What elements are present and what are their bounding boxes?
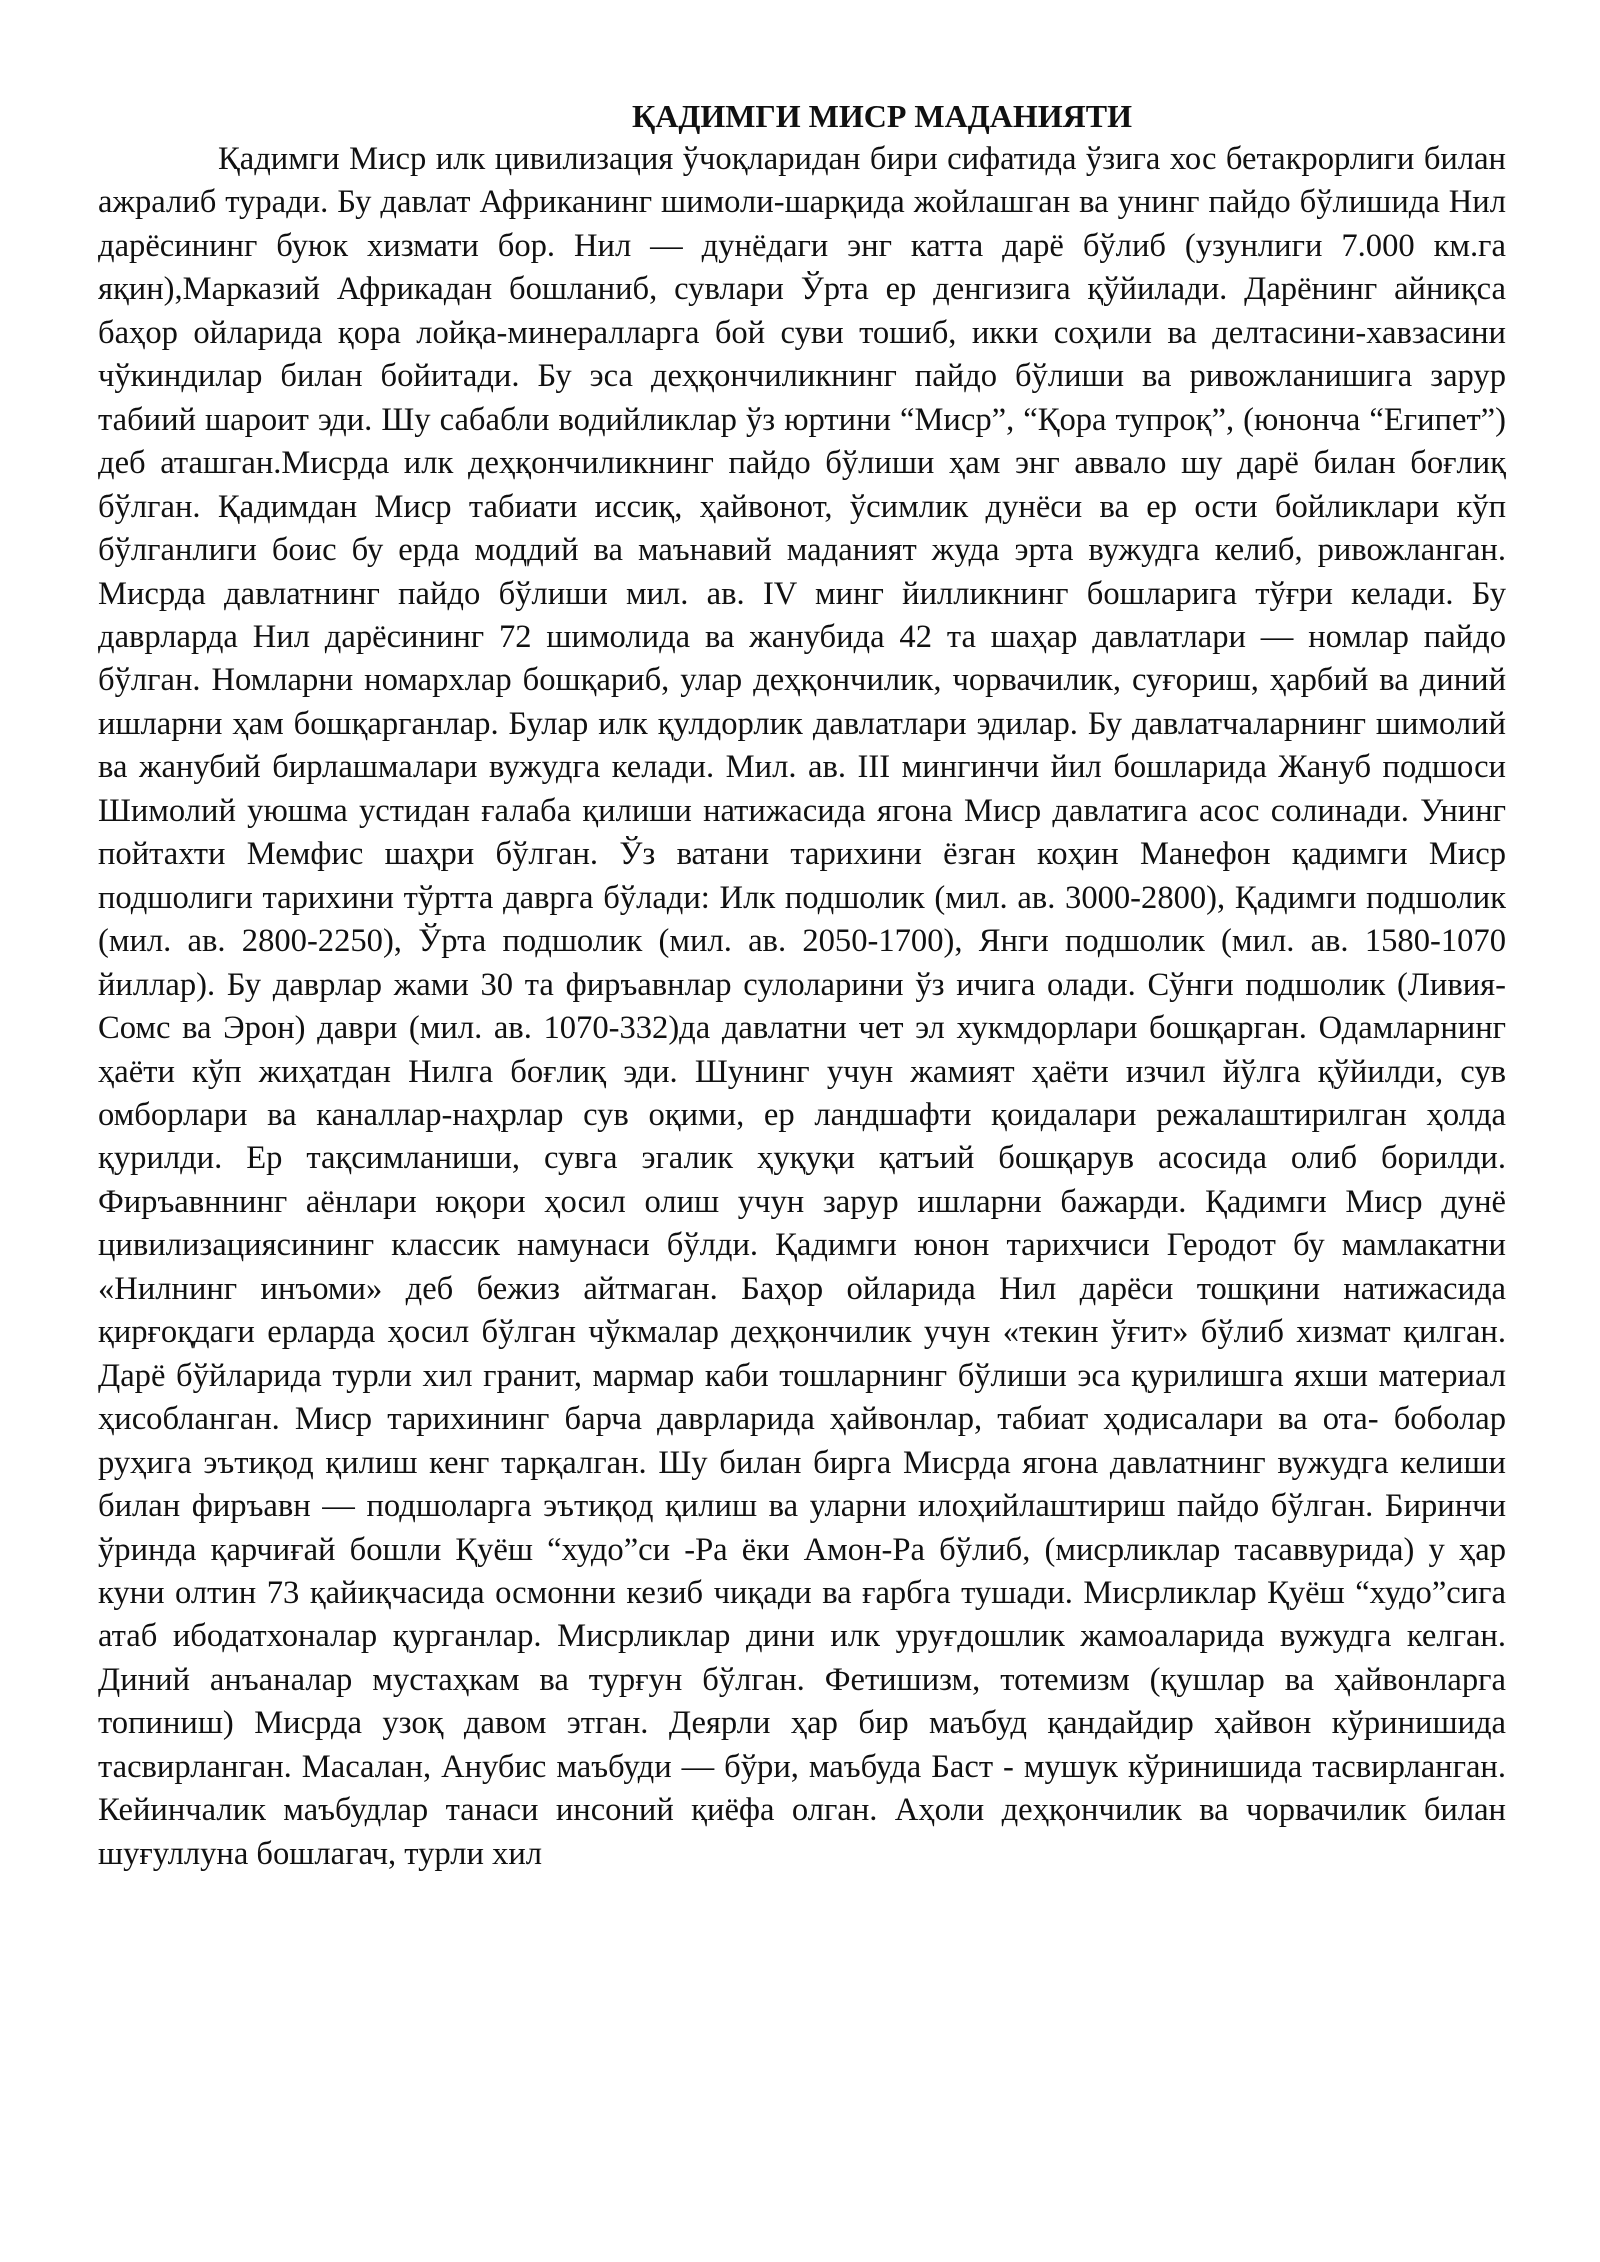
body-paragraph: Қадимги Миср илк цивилизация ўчоқларидан бири сифатида ўзига хос бетакрорлиги билан ажралиб туради. Бу давлат Африканинг шимоли-шарқида жойлашган ва унинг пайдо бўлишида Нил дарёсининг буюк хизмати бор. Нил — дунёдаги энг катта дарё бўлиб (узунлиги 7.000 км.га яқин),Марказий Африкадан бошланиб, сувлари Ўрта ер денгизига қўйилади. Дарёнинг айниқса баҳор ойларида қора лойқа-минералларга бой суви тошиб, икки соҳили ва делтасини-хавзасини чўкиндилар билан бойитади. Бу эса деҳқончиликнинг пайдо бўлиши ва ривожланишига зарур табиий шароит эди. Шу сабабли водийликлар ўз юртини “Миср”, “Қора тупроқ”, (юнонча “Египет”) деб аташган.Мисрда илк деҳқончиликнинг пайдо бўлиши ҳам энг аввало шу дарё билан боғлиқ бўлган. Қадимдан Миср табиати иссиқ, ҳайвонот, ўсимлик дунёси ва ер ости бойликлари кўп бўлганлиги боис бу ерда моддий ва маънавий маданият жуда эрта вужудга келиб, ривожланган. Мисрда давлатнинг пайдо бўлиши мил. ав. IV минг йилликнинг бошларига тўғри келади. Бу даврларда Нил дарёсининг 72 шимолида ва жанубида 42 та шаҳар давлатлари — номлар пайдо бўлган. Номларни номархлар бошқариб, улар деҳқончилик, чорвачилик, суғориш, ҳарбий ва диний ишларни ҳам бошқарганлар. Булар илк қулдорлик давлатлари эдилар. Бу давлатчаларнинг шимолий ва жанубий бирлашмалари вужудга келади. Мил. ав. III мингинчи йил бошларида Жануб подшоси Шимолий уюшма устидан ғалаба қилиши натижасида ягона Миср давлатига асос солинади. Унинг пойтахти Мемфис шаҳри бўлган. Ўз ватани тарихини ёзган коҳин Манефон қадимги Миср подшолиги тарихини тўртта даврга бўлади: Илк подшолик (мил. ав. 3000-2800), Қадимги подшолик (мил. ав. 2800-2250), Ўрта подшолик (мил. ав. 2050-1700), Янги подшолик (мил. ав. 1580-1070 йиллар). Бу даврлар жами 30 та фиръавнлар сулоларини ўз ичига олади. Сўнги подшолик (Ливия-Сомс ва Эрон) даври (мил. ав. 1070-332)да давлатни чет эл хукмдорлари бошқарган. Одамларнинг ҳаёти кўп жиҳатдан Нилга боғлиқ эди. Шунинг учун жамият ҳаёти изчил йўлга қўйилди, сув омборлари ва каналлар-наҳрлар сув оқими, ер ландшафти қоидалари режалаштирилган ҳолда қурилди. Ер тақсимланиши, сувга эгалик ҳуқуқи қатъий бошқарув асосида олиб борилди. Фиръавннинг аёнлари юқори ҳосил олиш учун зарур ишларни бажарди. Қадимги Миср дунё цивилизациясининг классик намунаси бўлди. Қадимги юнон тарихчиси Геродот бу мамлакатни «Нилнинг инъоми» деб бежиз айтмаган. Баҳор ойларида Нил дарёси тошқини натижасида қирғоқдаги ерларда ҳосил бўлган чўкмалар деҳқончилик учун «текин ўғит» бўлиб хизмат қилган. Дарё бўйларида турли хил гранит, мармар каби тошларнинг бўлиши эса қурилишга яхши материал ҳисобланган. Миср тарихининг барча даврларида ҳайвонлар, табиат ҳодисалари ва ота- боболар руҳига эътиқод қилиш кенг тарқалган. Шу билан бирга Мисрда ягона давлатнинг вужудга келиши билан фиръавн — подшоларга эътиқод қилиш ва уларни илоҳийлаштириш пайдо бўлган. Биринчи ўринда қарчиғай бошли Қуёш “худо”си -Ра ёки Амон-Ра бўлиб, (мисрликлар тасаввурида) у ҳар куни олтин 73 қайиқчасида осмонни кезиб чиқади ва ғарбга тушади. Мисрликлар Қуёш “худо”сига атаб ибодатхоналар қурганлар. Мисрликлар дини илк уруғдошлик жамоаларида вужудга келган. Диний анъаналар мустаҳкам ва турғун бўлган. Фетишизм, тотемизм (қушлар ва ҳайвонларга топиниш) Мисрда узоқ давом этган. Деярли ҳар бир маъбуд қандайдир ҳайвон кўринишида тасвирланган. Масалан, Анубис маъбуди — бўри, маъбуда Баст - мушук кўринишида тасвирланган. Кейинчалик маъбудлар танаси инсоний қиёфа олган. Аҳоли деҳқончилик ва чорвачилик билан шуғуллуна бошлагач, турли хил <box>98 141 1506 1872</box>
document-title: ҚАДИМГИ МИСР МАДАНИЯТИ <box>632 98 1132 134</box>
